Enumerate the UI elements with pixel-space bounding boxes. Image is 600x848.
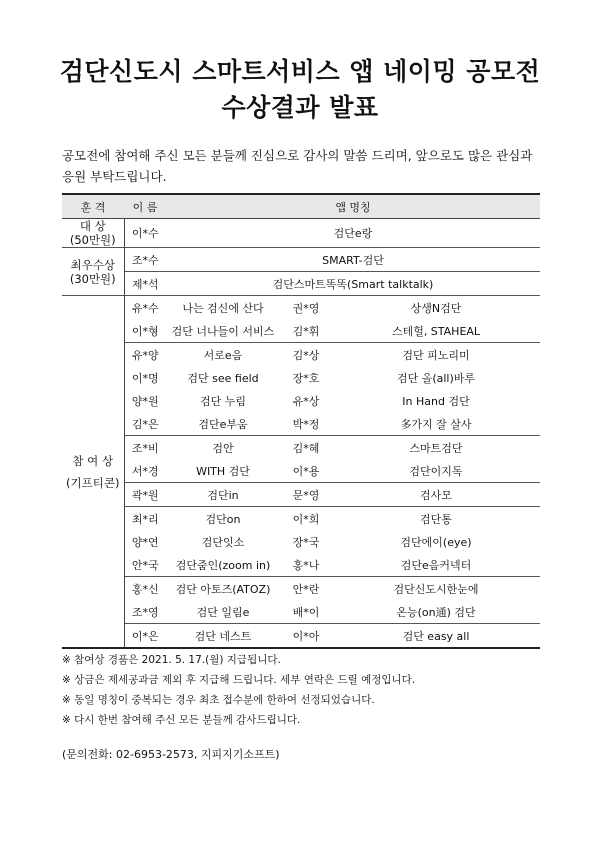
header-app: 앱 명칭	[166, 194, 540, 219]
participation-row	[62, 343, 540, 367]
excellence-row	[62, 272, 540, 296]
app-name: 검단e부움	[198, 417, 248, 431]
grand-prize-title: 대 상	[79, 219, 106, 233]
app-name: 검단e랑	[333, 227, 373, 240]
participation-label	[62, 296, 124, 649]
app-name: 검단in	[166, 483, 280, 507]
winner-name: 이*희	[280, 507, 332, 531]
excellence-label	[62, 248, 124, 296]
winner-name: 유*수	[124, 296, 166, 320]
app-name: 나는 검신에 산다	[166, 296, 280, 320]
notes	[62, 650, 415, 730]
participation-prize: (기프티콘)	[66, 475, 120, 490]
winner-name: 유*상	[292, 394, 320, 408]
intro-text: 공모전에 참여해 주신 모든 분들께 진심으로 감사의 말씀 드리며, 앞으로도 많은 관심과 응원 부탁드립니다.	[62, 148, 533, 184]
participation-row	[62, 577, 540, 601]
winner-name: 조*수	[124, 248, 166, 272]
winner-name: 김*상	[280, 343, 332, 367]
app-name: 검단신도시한눈에	[332, 577, 540, 601]
winner-name: 이*용	[292, 464, 320, 478]
winner-name: 박*정	[292, 417, 320, 431]
winner-name: 문*영	[280, 483, 332, 507]
participation-row	[62, 624, 540, 649]
grand-prize-row	[62, 219, 540, 248]
app-name: 검단 올(all)바루	[396, 371, 476, 385]
app-name: 상생N검단	[332, 296, 540, 320]
app-name: 검단에이(eye)	[400, 535, 472, 549]
participation-row	[62, 600, 540, 624]
excellence-amount: (30만원)	[69, 271, 116, 286]
participation-row	[62, 296, 540, 320]
grand-prize-label	[62, 219, 124, 248]
app-name: 검단줌인(zoom in)	[175, 558, 271, 572]
participation-row	[62, 389, 540, 412]
app-name: 검단 피노리미	[332, 343, 540, 367]
app-name: 온능(on通) 검단	[396, 605, 476, 619]
app-name: 검단 누림	[199, 394, 246, 408]
winner-name: 안*국	[131, 558, 159, 572]
app-name: 서로e음	[166, 343, 280, 367]
participation-row	[62, 366, 540, 389]
winner-name: 홍*나	[292, 558, 320, 572]
note-item: ※ 상금은 제세공과금 제외 후 지급해 드립니다. 세부 연락은 드릴 예정입니다.	[62, 674, 416, 686]
app-name: 검단e음커넥터	[400, 558, 472, 572]
winner-name: 이*형	[131, 324, 159, 338]
table-header-row	[62, 194, 540, 219]
participation-title: 참 여 상	[72, 453, 114, 468]
participation-row	[62, 436, 540, 460]
winner-name: 조*영	[131, 605, 159, 619]
winner-name: 배*이	[292, 605, 320, 619]
winner-name: 유*양	[124, 343, 166, 367]
winner-name: 서*경	[131, 464, 159, 478]
app-name: 검단on	[166, 507, 280, 531]
winner-name: 곽*원	[124, 483, 166, 507]
participation-row	[62, 507, 540, 531]
winner-name: 조*비	[124, 436, 166, 460]
app-name: 검단 일림e	[196, 605, 250, 619]
note-item: ※ 다시 한번 참여해 주신 모든 분들께 감사드립니다.	[62, 714, 301, 726]
app-name: 검사모	[332, 483, 540, 507]
app-name: 검단스마트똑똑(Smart talktalk)	[166, 272, 540, 296]
winner-name: 김*휘	[292, 324, 320, 338]
winner-name: 홍*신	[124, 577, 166, 601]
winner-name: 안*란	[280, 577, 332, 601]
app-name: 검단통	[332, 507, 540, 531]
header-name: 이 름	[124, 194, 166, 219]
app-name: WITH 검단	[196, 464, 250, 478]
excellence-title: 최우수상	[70, 257, 115, 272]
grand-prize-amount: (50만원)	[69, 233, 116, 247]
winner-name: 김*은	[131, 417, 159, 431]
participation-row	[62, 483, 540, 507]
app-name: 검단 easy all	[332, 624, 540, 649]
participation-row	[62, 553, 540, 577]
winner-name: 이*명	[131, 371, 159, 385]
winner-name: 권*영	[280, 296, 332, 320]
winner-name: 장*국	[292, 535, 320, 549]
participation-row	[62, 412, 540, 436]
winner-name: 김*혜	[280, 436, 332, 460]
winner-name: 제*석	[124, 272, 166, 296]
note-item: ※ 동일 명칭이 중복되는 경우 최초 접수분에 한하여 선정되었습니다.	[62, 694, 375, 706]
results-table	[62, 193, 540, 649]
winner-name: 이*아	[280, 624, 332, 649]
excellence-row	[62, 248, 540, 272]
app-name: 스테헐, STAHEAL	[391, 324, 481, 338]
app-name: 검단 너나들이 서비스	[171, 324, 275, 338]
winner-name: 이*은	[124, 624, 166, 649]
app-name: 검단잇소	[201, 535, 245, 549]
app-name: 검단 see field	[187, 371, 259, 385]
winner-name: 양*연	[131, 535, 159, 549]
winner-name: 장*호	[292, 371, 320, 385]
winner-name: 최*리	[124, 507, 166, 531]
app-name: SMART-검단	[166, 248, 540, 272]
note-item: ※ 참여상 경품은 2021. 5. 17.(월) 지급됩니다.	[62, 654, 281, 666]
app-name: 검안	[166, 436, 280, 460]
app-name: 검단이지독	[409, 464, 463, 478]
page-title: 검단신도시 스마트서비스 앱 네이밍 공모전	[59, 57, 541, 86]
winner-name: 이*수	[131, 227, 159, 240]
header-rank: 훈 격	[62, 194, 124, 219]
page-subtitle: 수상결과 발표	[221, 93, 379, 122]
app-name: 검단 아토즈(ATOZ)	[166, 577, 280, 601]
app-name: In Hand 검단	[402, 394, 470, 408]
participation-row	[62, 319, 540, 343]
contact-info: (문의전화: 02-6953-2573, 지피지기소프트)	[62, 748, 280, 761]
participation-row	[62, 530, 540, 553]
winner-name: 양*원	[131, 394, 159, 408]
participation-row	[62, 459, 540, 483]
app-name: 검단 네스트	[166, 624, 280, 649]
app-name: 스마트검단	[332, 436, 540, 460]
app-name: 多가지 잘 살사	[400, 417, 472, 431]
